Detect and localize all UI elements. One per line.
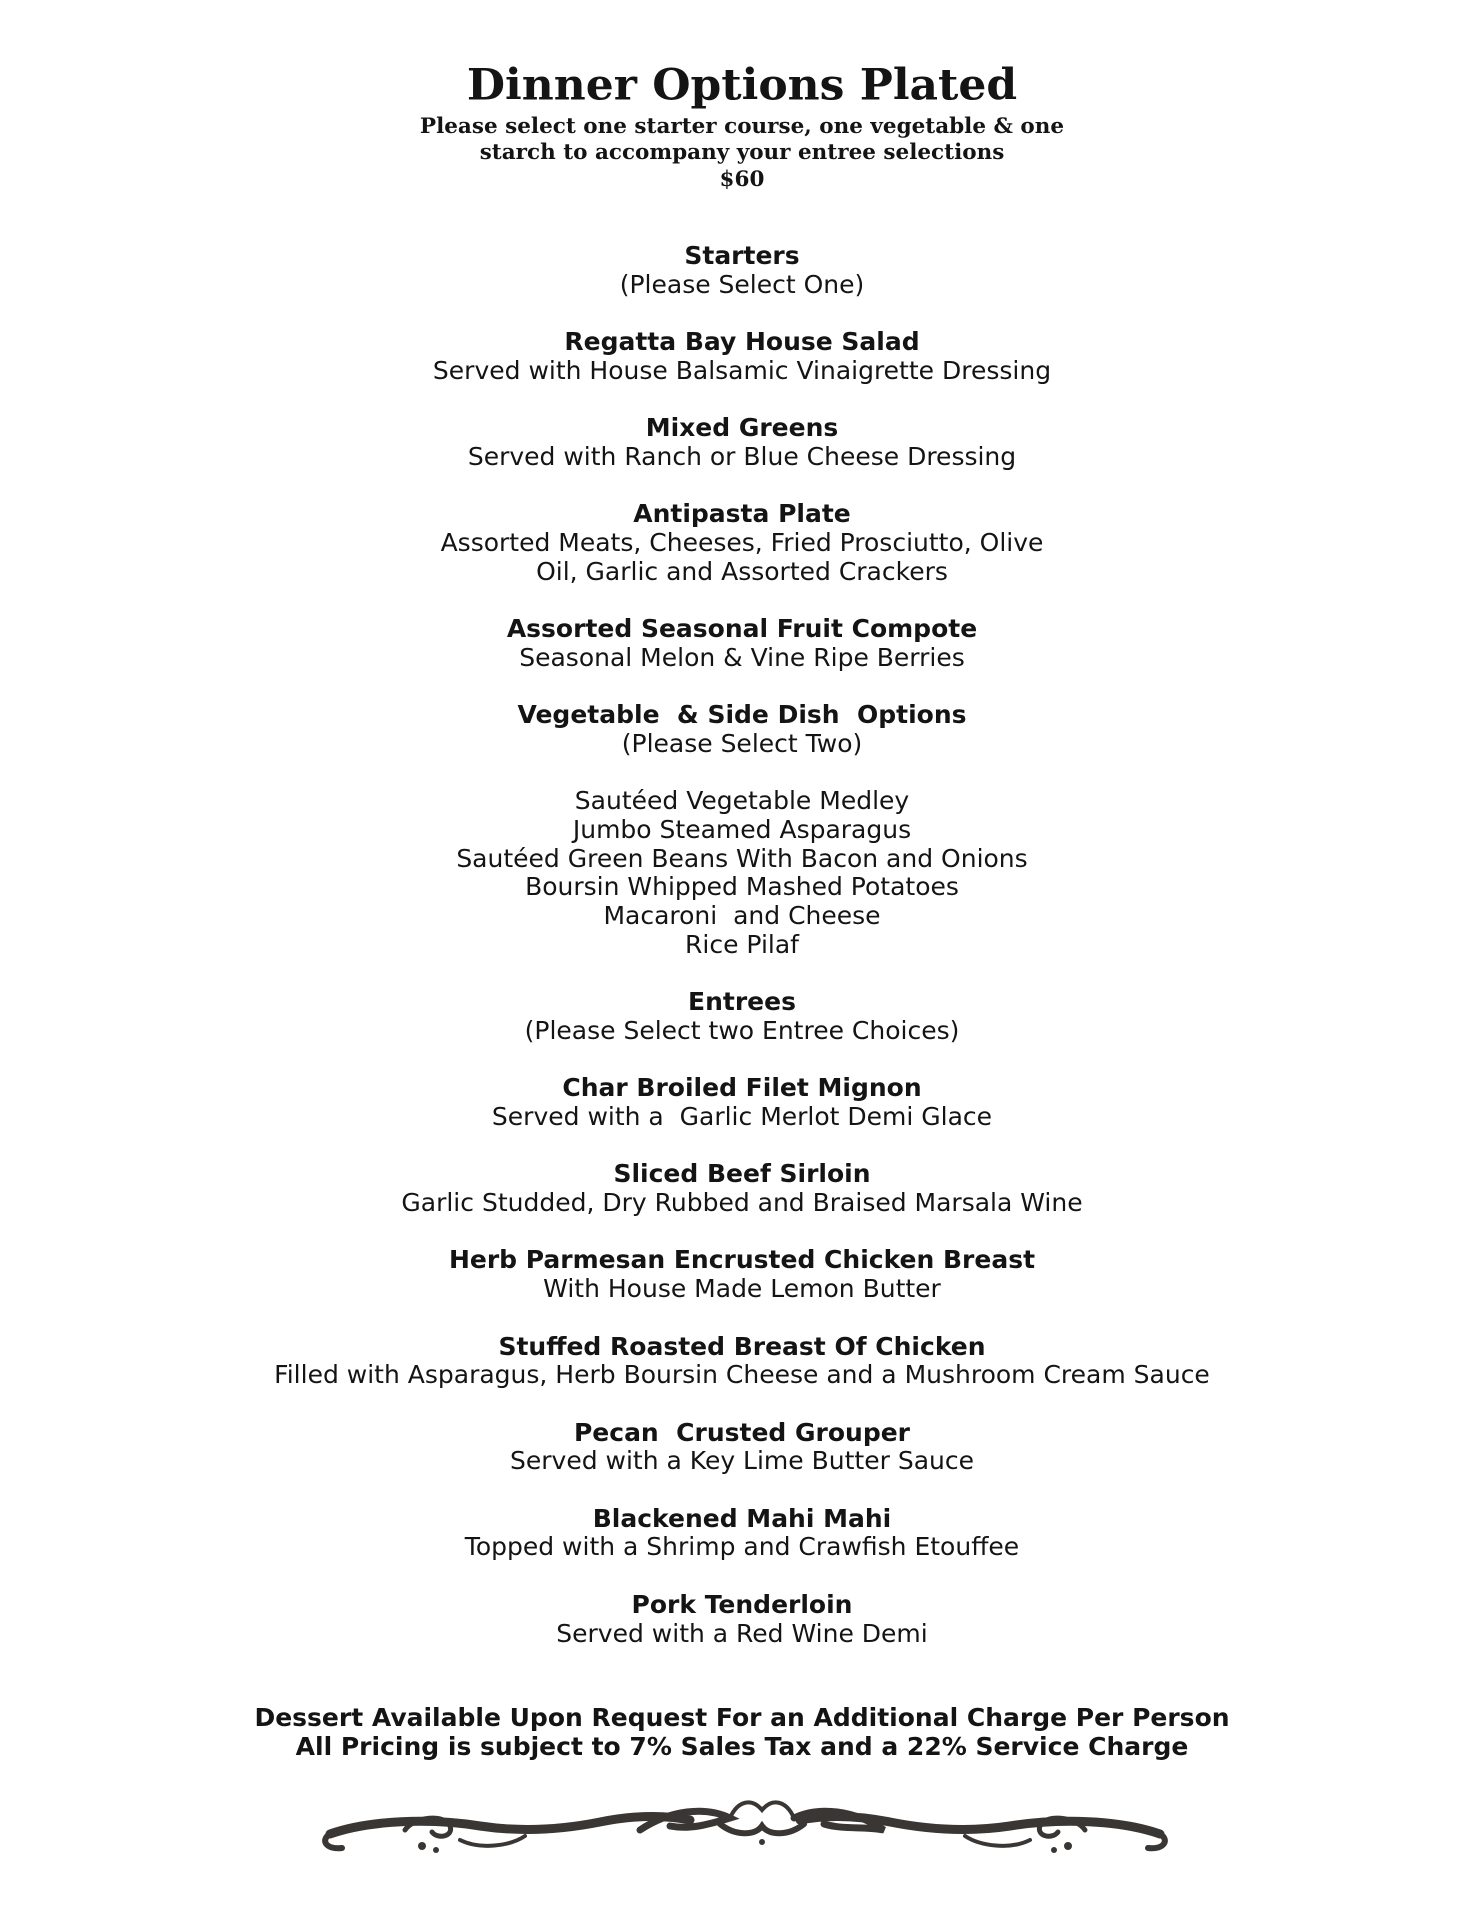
item-name: Herb Parmesan Encrusted Chicken Breast xyxy=(448,1245,1036,1275)
section-instruction-entrees: (Please Select two Entree Choices) xyxy=(524,1015,960,1045)
section-instruction-starters: (Please Select One) xyxy=(619,269,865,299)
list-item: Macaroni and Cheese xyxy=(603,901,881,931)
subtitle-line-2: starch to accompany your entree selections xyxy=(479,140,1005,165)
list-item: Jumbo Steamed Asparagus xyxy=(572,814,912,844)
menu-item xyxy=(0,1074,1484,1131)
section-heading-entrees: Entrees xyxy=(688,987,796,1017)
menu-item xyxy=(0,615,1484,672)
section-heading-sides: Vegetable & Side Dish Options xyxy=(517,700,967,730)
item-description: Oil, Garlic and Assorted Crackers xyxy=(536,556,948,586)
section-instruction-sides: (Please Select Two) xyxy=(621,728,863,758)
list-item: Sautéed Vegetable Medley xyxy=(574,786,910,816)
item-description: Topped with a Shrimp and Crawfish Etouffee xyxy=(464,1532,1020,1562)
menu-item xyxy=(0,500,1484,586)
menu-item xyxy=(0,1333,1484,1390)
menu-body xyxy=(0,242,1484,1677)
item-name: Antipasta Plate xyxy=(633,499,851,529)
item-description: Served with Ranch or Blue Cheese Dressing xyxy=(467,441,1017,471)
menu-item xyxy=(0,1505,1484,1562)
side-dish-list xyxy=(0,787,1484,959)
item-description: Served with House Balsamic Vinaigrette Dressing xyxy=(432,355,1052,385)
item-description: Seasonal Melon & Vine Ripe Berries xyxy=(519,642,965,672)
menu-item xyxy=(0,1591,1484,1648)
item-name: Blackened Mahi Mahi xyxy=(592,1503,892,1533)
item-description: Filled with Asparagus, Herb Boursin Cheese and a Mushroom Cream Sauce xyxy=(274,1360,1210,1390)
item-name: Pecan Crusted Grouper xyxy=(573,1417,911,1447)
menu-item xyxy=(0,1246,1484,1303)
menu-item xyxy=(0,328,1484,385)
flourish-divider-icon xyxy=(310,1790,1180,1860)
dessert-note: Dessert Available Upon Request For an Additional Charge Per Person xyxy=(254,1703,1230,1732)
starters-section xyxy=(0,242,1484,299)
item-name: Assorted Seasonal Fruit Compote xyxy=(506,614,978,644)
item-name: Sliced Beef Sirloin xyxy=(613,1159,871,1189)
section-heading-starters: Starters xyxy=(684,241,800,270)
item-name: Char Broiled Filet Mignon xyxy=(562,1073,922,1103)
menu-item xyxy=(0,414,1484,471)
pricing-notes xyxy=(0,1703,1484,1761)
menu-header xyxy=(0,58,1484,194)
list-item: Sautéed Green Beans With Bacon and Onions xyxy=(456,843,1028,873)
item-name: Pork Tenderloin xyxy=(631,1589,853,1619)
item-description: Served with a Key Lime Butter Sauce xyxy=(510,1446,974,1476)
price: $60 xyxy=(719,167,765,192)
subtitle-line-1: Please select one starter course, one vegetable & one xyxy=(419,114,1065,139)
item-description: Garlic Studded, Dry Rubbed and Braised Marsala Wine xyxy=(401,1188,1083,1218)
item-name: Mixed Greens xyxy=(645,413,839,443)
item-name: Regatta Bay House Salad xyxy=(564,327,920,357)
item-description: With House Made Lemon Butter xyxy=(543,1274,941,1304)
list-item: Boursin Whipped Mashed Potatoes xyxy=(525,872,959,902)
item-name: Stuffed Roasted Breast Of Chicken xyxy=(498,1331,986,1361)
item-description: Assorted Meats, Cheeses, Fried Prosciutto, Olive xyxy=(440,527,1044,557)
item-description: Served with a Red Wine Demi xyxy=(556,1618,928,1648)
item-description: Served with a Garlic Merlot Demi Glace xyxy=(491,1101,993,1131)
page-title: Dinner Options Plated xyxy=(466,60,1018,111)
tax-note: All Pricing is subject to 7% Sales Tax and a 22% Service Charge xyxy=(295,1732,1189,1761)
menu-item xyxy=(0,1419,1484,1476)
menu-item xyxy=(0,1160,1484,1217)
list-item: Rice Pilaf xyxy=(685,929,799,959)
entrees-section xyxy=(0,988,1484,1045)
sides-section xyxy=(0,701,1484,758)
